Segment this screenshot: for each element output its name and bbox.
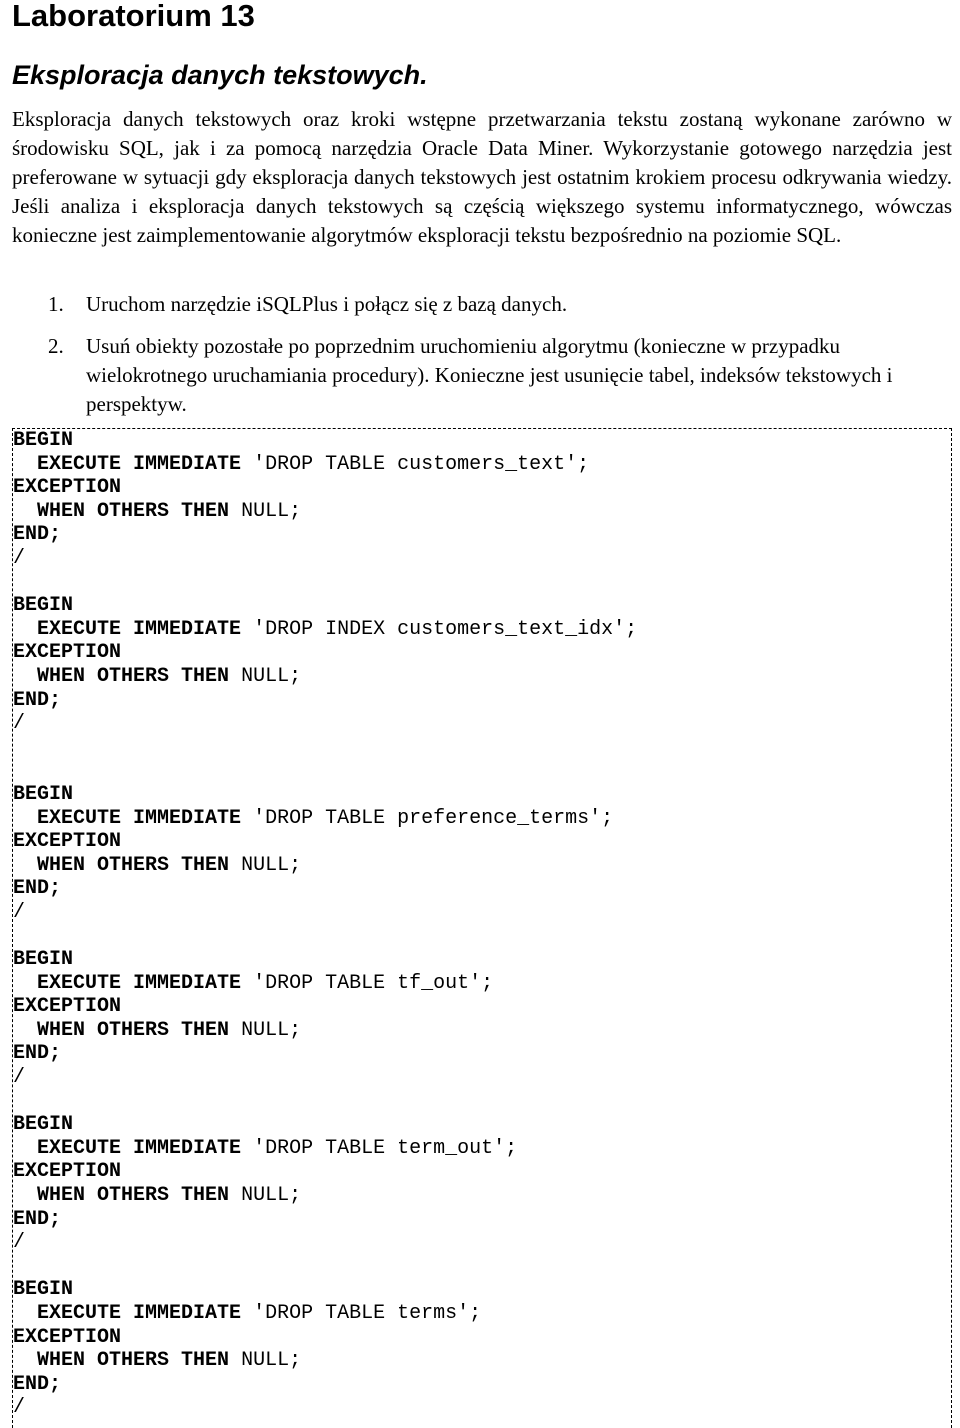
sql-when-line: [13, 1019, 637, 1043]
sql-block: [13, 948, 637, 1113]
code-spacer: [13, 1090, 637, 1114]
sql-end: END;: [13, 1042, 62, 1066]
sql-when-line: [13, 665, 637, 689]
sql-statement: 'DROP TABLE preference_terms';: [253, 806, 614, 830]
sql-statement: 'DROP TABLE term_out';: [253, 1136, 518, 1160]
code-spacer: [13, 759, 637, 783]
sql-execute-line: [13, 1302, 637, 1326]
sql-when-keyword: WHEN OTHERS THEN: [37, 853, 230, 877]
sql-block: [13, 783, 637, 948]
sql-block: [13, 429, 637, 594]
sql-exception: EXCEPTION: [13, 830, 122, 854]
sql-execute-keyword: EXECUTE IMMEDIATE: [37, 806, 242, 830]
sql-end: END;: [13, 1372, 62, 1396]
intro-paragraph: Eksploracja danych tekstowych oraz kroki wstępne przetwarzania tekstu zostaną wykonane zarówno w środowisku SQL, jak i za pomocą narzędzia Oracle Data Miner. Wykorzystanie gotowego narzędzia jest preferowane w sytuacji gdy eksploracja danych tekstowych jest ostatnim krokiem procesu odkrywania wiedzy. Jeśli analiza i eksploracja danych tekstowych są częścią większego systemu informatycznego, wówczas konieczne jest zaimplementowanie algorytmów eksploracji tekstu bezpośrednio na poziomie SQL.: [12, 107, 952, 247]
step-text: Usuń obiekty pozostałe po poprzednim uruchomieniu algorytmu (konieczne w przypadku wielokrotnego uruchamiania procedury). Konieczne jest usunięcie tabel, indeksów tekstowych i perspektyw.: [86, 334, 893, 416]
sql-statement: 'DROP INDEX customers_text_idx';: [253, 617, 638, 641]
sql-begin: BEGIN: [13, 1113, 74, 1137]
sql-when-keyword: WHEN OTHERS THEN: [37, 499, 230, 523]
sql-statement: 'DROP TABLE terms';: [253, 1301, 482, 1325]
sql-statement: 'DROP TABLE customers_text';: [253, 452, 590, 476]
sql-when-line: [13, 854, 637, 878]
sql-slash: /: [13, 1066, 26, 1090]
sql-null: NULL;: [241, 1349, 302, 1373]
sql-begin: BEGIN: [13, 594, 74, 618]
sql-execute-keyword: EXECUTE IMMEDIATE: [37, 452, 242, 476]
sql-begin: BEGIN: [13, 782, 74, 806]
sql-null: NULL;: [241, 853, 302, 877]
sql-exception: EXCEPTION: [13, 995, 122, 1019]
list-item: [12, 290, 952, 319]
sql-execute-line: [13, 807, 637, 831]
sql-null: NULL;: [241, 499, 302, 523]
step-text: Uruchom narzędzie iSQLPlus i połącz się z bazą danych.: [86, 292, 568, 316]
code-listing-box: [12, 428, 952, 1428]
sql-code: [13, 429, 637, 1420]
sql-execute-keyword: EXECUTE IMMEDIATE: [37, 1301, 242, 1325]
sql-slash: /: [13, 712, 26, 736]
sql-begin: BEGIN: [13, 429, 74, 452]
sql-statement: 'DROP TABLE tf_out';: [253, 971, 494, 995]
steps-list: [12, 290, 952, 432]
sql-when-line: [13, 1184, 637, 1208]
sql-when-keyword: WHEN OTHERS THEN: [37, 1184, 230, 1207]
sql-slash: /: [13, 1231, 26, 1255]
sql-execute-keyword: EXECUTE IMMEDIATE: [37, 617, 242, 641]
sql-exception: EXCEPTION: [13, 1160, 122, 1184]
sql-slash: /: [13, 900, 26, 924]
sql-block: [13, 594, 637, 783]
step-number: 2.: [48, 334, 64, 358]
sql-execute-keyword: EXECUTE IMMEDIATE: [37, 1136, 242, 1160]
sql-begin: BEGIN: [13, 1278, 74, 1302]
sql-begin: BEGIN: [13, 948, 74, 972]
sql-execute-line: [13, 972, 637, 996]
sql-exception: EXCEPTION: [13, 1325, 122, 1349]
section-subtitle: Eksploracja danych tekstowych.: [12, 60, 428, 90]
sql-exception: EXCEPTION: [13, 476, 122, 500]
sql-slash: /: [13, 1396, 26, 1420]
sql-execute-keyword: EXECUTE IMMEDIATE: [37, 971, 242, 995]
sql-when-line: [13, 500, 637, 524]
sql-when-line: [13, 1349, 637, 1373]
sql-null: NULL;: [241, 1018, 302, 1042]
code-spacer: [13, 1255, 637, 1279]
sql-execute-line: [13, 453, 637, 477]
sql-end: END;: [13, 877, 62, 901]
sql-when-keyword: WHEN OTHERS THEN: [37, 1349, 230, 1373]
sql-block: [13, 1278, 637, 1420]
code-spacer: [13, 924, 637, 948]
sql-exception: EXCEPTION: [13, 641, 122, 665]
sql-null: NULL;: [241, 664, 302, 688]
list-item: [12, 332, 952, 419]
sql-end: END;: [13, 523, 62, 547]
sql-end: END;: [13, 688, 62, 712]
sql-when-keyword: WHEN OTHERS THEN: [37, 664, 230, 688]
sql-execute-line: [13, 1137, 637, 1161]
sql-when-keyword: WHEN OTHERS THEN: [37, 1018, 230, 1042]
code-spacer: [13, 736, 637, 760]
sql-null: NULL;: [241, 1184, 302, 1207]
sql-slash: /: [13, 546, 26, 570]
lab-title: Laboratorium 13: [12, 0, 255, 33]
step-number: 1.: [48, 292, 64, 316]
sql-block: [13, 1113, 637, 1278]
code-spacer: [13, 571, 637, 595]
sql-execute-line: [13, 618, 637, 642]
sql-end: END;: [13, 1207, 62, 1231]
